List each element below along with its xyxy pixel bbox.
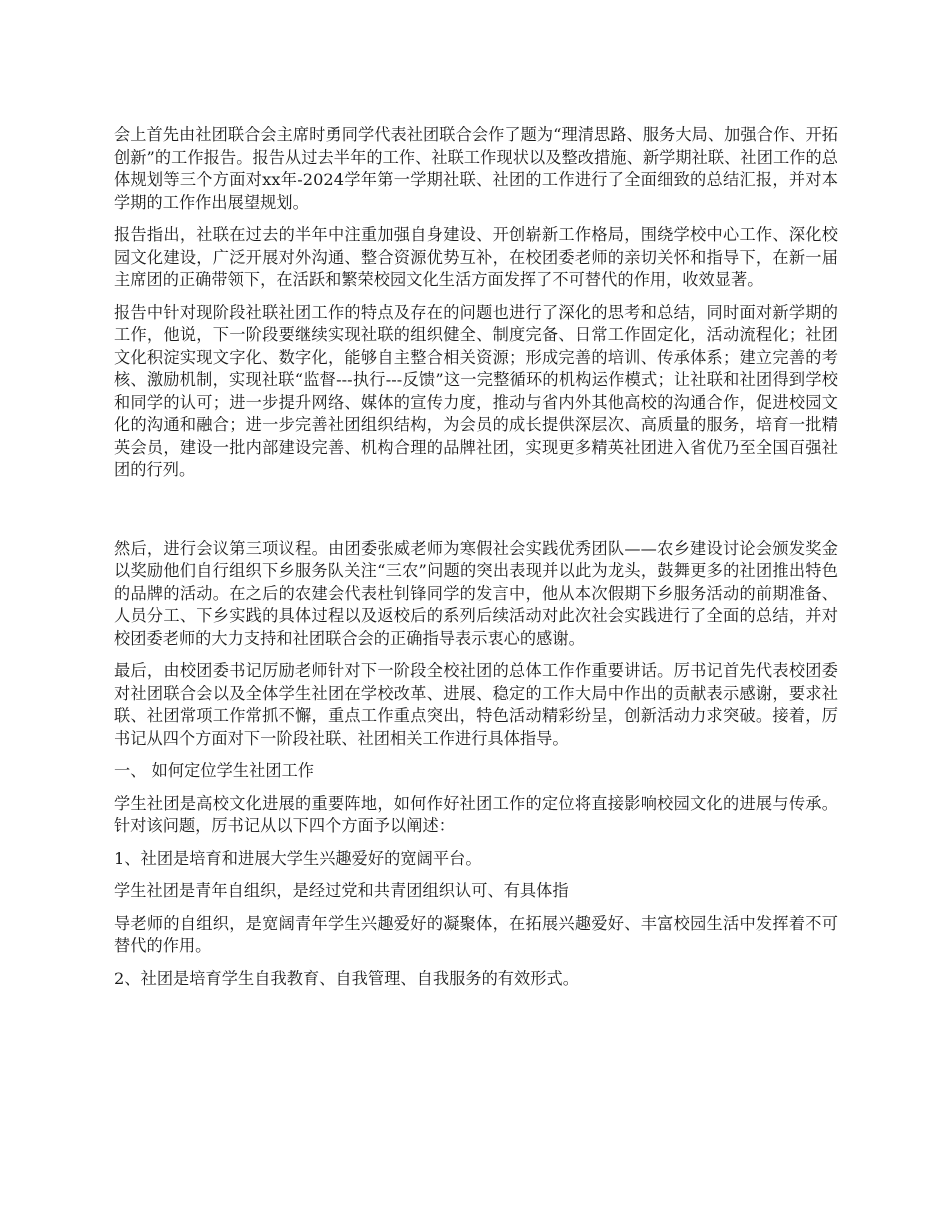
paragraph-report-plans: 报告中针对现阶段社联社团工作的特点及存在的问题也进行了深化的思考和总结，同时面对新学期的工作，他说，下一阶段要继续实现社联的组织健全、制度完备、日常工作固定化，活动流程化；社团文化积淀实现文字化、数字化，能够自主整合相关资源；形成完善的培训、传承体系；建立完善的考核、激励机制，实现社联“监督---执行---反馈”这一完整循环的机构运作模式；让社联和社团得到学校和同学的认可；进一步提升网络、媒体的宣传力度，推动与省内外其他高校的沟通合作，促进校园文化的沟通和融合；进一步完善社团组织结构，为会员的成长提供深层次、高质量的服务，培育一批精英会员，建设一批内部建设完善、机构合理的品牌社团，实现更多精英社团进入省优乃至全国百强社团的行列。: [114, 302, 838, 479]
paragraph-point-1-part-b: 导老师的自组织，是宽阔青年学生兴趣爱好的凝聚体，在拓展兴趣爱好、丰富校园生活中发挥着不可替代的作用。: [114, 913, 838, 955]
paragraph-report-points: 报告指出，社联在过去的半年中注重加强自身建设、开创崭新工作格局，围绕学校中心工作、深化校园文化建设，广泛开展对外沟通、整合资源优势互补，在校团委老师的亲切关怀和指导下，在新一届主席团的正确带领下，在活跃和繁荣校园文化生活方面发挥了不可替代的作用，收效显著。: [114, 225, 838, 289]
paragraph-final-speech: 最后，由校团委书记厉励老师针对下一阶段全校社团的总体工作作重要讲话。厉书记首先代表校团委对社团联合会以及全体学生社团在学校改革、进展、稳定的工作大局中作出的贡献表示感谢，要求社联、社团常项工作常抓不懈，重点工作重点突出，特色活动精彩纷呈，创新活动力求突破。接着，厉书记从四个方面对下一阶段社联、社团相关工作进行具体指导。: [114, 661, 838, 748]
paragraph-third-agenda: 然后，进行会议第三项议程。由团委张威老师为寒假社会实践优秀团队——农乡建设讨论会颁发奖金以奖励他们自行组织下乡服务队关注“三农”问题的突出表现并以此为龙头，鼓舞更多的社团推出特色的品牌的活动。在之后的农建会代表杜钊锋同学的发言中，他从本次假期下乡服务活动的前期准备、人员分工、下乡实践的具体过程以及返校后的系列后续活动对此次社会实践进行了全面的总结，并对校团委老师的大力支持和社团联合会的正确指导表示衷心的感谢。: [114, 538, 838, 648]
list-item-point-1: 1、社团是培育和进展大学生兴趣爱好的宽阔平台。: [114, 848, 482, 868]
paragraph-positioning-intro: 学生社团是高校文化进展的重要阵地，如何作好社团工作的定位将直接影响校园文化的进展与传承。针对该问题，厉书记从以下四个方面予以阐述：: [114, 793, 838, 835]
paragraph-report-intro: 会上首先由社团联合会主席时勇同学代表社团联合会作了题为“理清思路、服务大局、加强合作、开拓创新”的工作报告。报告从过去半年的工作、社联工作现状以及整改措施、新学期社联、社团工作的总体规划等三个方面对xx年-2024学年第一学期社联、社团的工作进行了全面细致的总结汇报，并对本学期的工作作出展望规划。: [114, 125, 838, 212]
list-item-point-2: 2、社团是培育学生自我教育、自我管理、自我服务的有效形式。: [114, 968, 579, 988]
paragraph-point-1-part-a: 学生社团是青年自组织，是经过党和共青团组织认可、有具体指: [114, 881, 569, 900]
section-heading-positioning: 一、 如何定位学生社团工作: [114, 761, 315, 780]
document-page: [114, 124, 838, 1000]
